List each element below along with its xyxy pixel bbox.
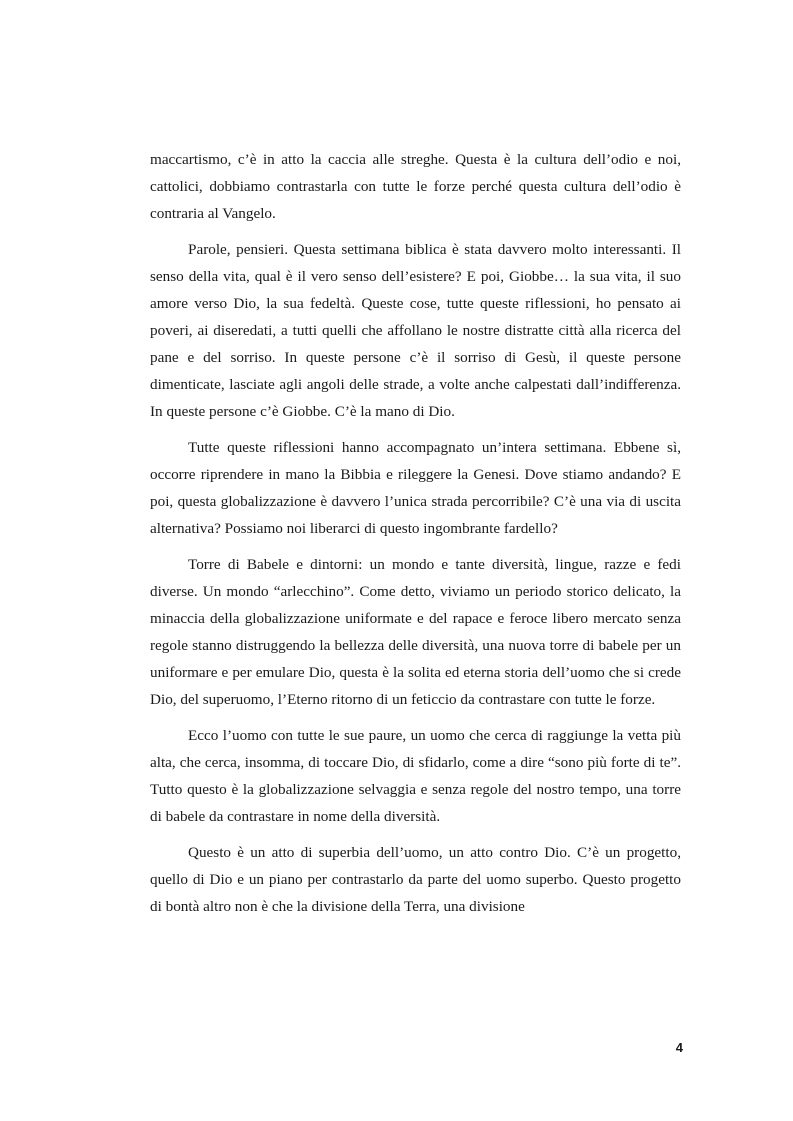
paragraph-3: Tutte queste riflessioni hanno accompagnato un’intera settimana. Ebbene sì, occorre riprendere in mano la Bibbia e rileggere la Genesi. Dove stiamo andando? E poi, questa globalizzazione è davvero l’unica strada percorribile? C’è una via di uscita alternativa? Possiamo noi liberarci di questo ingombrante fardello? [150, 439, 681, 537]
body-text [150, 146, 681, 929]
paragraph-2: Parole, pensieri. Questa settimana biblica è stata davvero molto interessanti. Il senso della vita, qual è il vero senso dell’esistere? E poi, Giobbe… la sua vita, il suo amore verso Dio, la sua fedeltà. Queste cose, tutte queste riflessioni, ho pensato ai poveri, ai diseredati, a tutti quelli che affollano le nostre distratte città alla ricerca del pane e del sorriso. In queste persone c’è il sorriso di Gesù, il queste persone dimenticate, lasciate agli angoli delle strade, a volte anche calpestati dall’indifferenza. In queste persone c’è Giobbe. C’è la mano di Dio. [150, 241, 681, 420]
paragraph-5: Ecco l’uomo con tutte le sue paure, un uomo che cerca di raggiunge la vetta più alta, che cerca, insomma, di toccare Dio, di sfidarlo, come a dire “sono più forte di te”. Tutto questo è la globalizzazione selvaggia e senza regole del nostro tempo, una torre di babele da contrastare in nome della diversità. [150, 727, 681, 825]
paragraph-4: Torre di Babele e dintorni: un mondo e tante diversità, lingue, razze e fedi diverse. Un mondo “arlecchino”. Come detto, viviamo un periodo storico delicato, la minaccia della globalizzazione uniformate e del rapace e feroce libero mercato senza regole stanno distruggendo la bellezza delle diversità, una nuova torre di babele per un uniformare e per emulare Dio, questa è la solita ed eterna storia dell’uomo che si crede Dio, del superuomo, l’Eterno ritorno di un feticcio da contrastare con tutte le forze. [150, 556, 681, 708]
page-number: 4 [675, 1040, 683, 1055]
paragraph-6: Questo è un atto di superbia dell’uomo, un atto contro Dio. C’è un progetto, quello di Dio e un piano per contrastarlo da parte del uomo superbo. Questo progetto di bontà altro non è che la divisione della Terra, una divisione [150, 844, 681, 915]
paragraph-1: maccartismo, c’è in atto la caccia alle streghe. Questa è la cultura dell’odio e noi, cattolici, dobbiamo contrastarla con tutte le forze perché questa cultura dell’odio è contraria al Vangelo. [150, 151, 681, 222]
